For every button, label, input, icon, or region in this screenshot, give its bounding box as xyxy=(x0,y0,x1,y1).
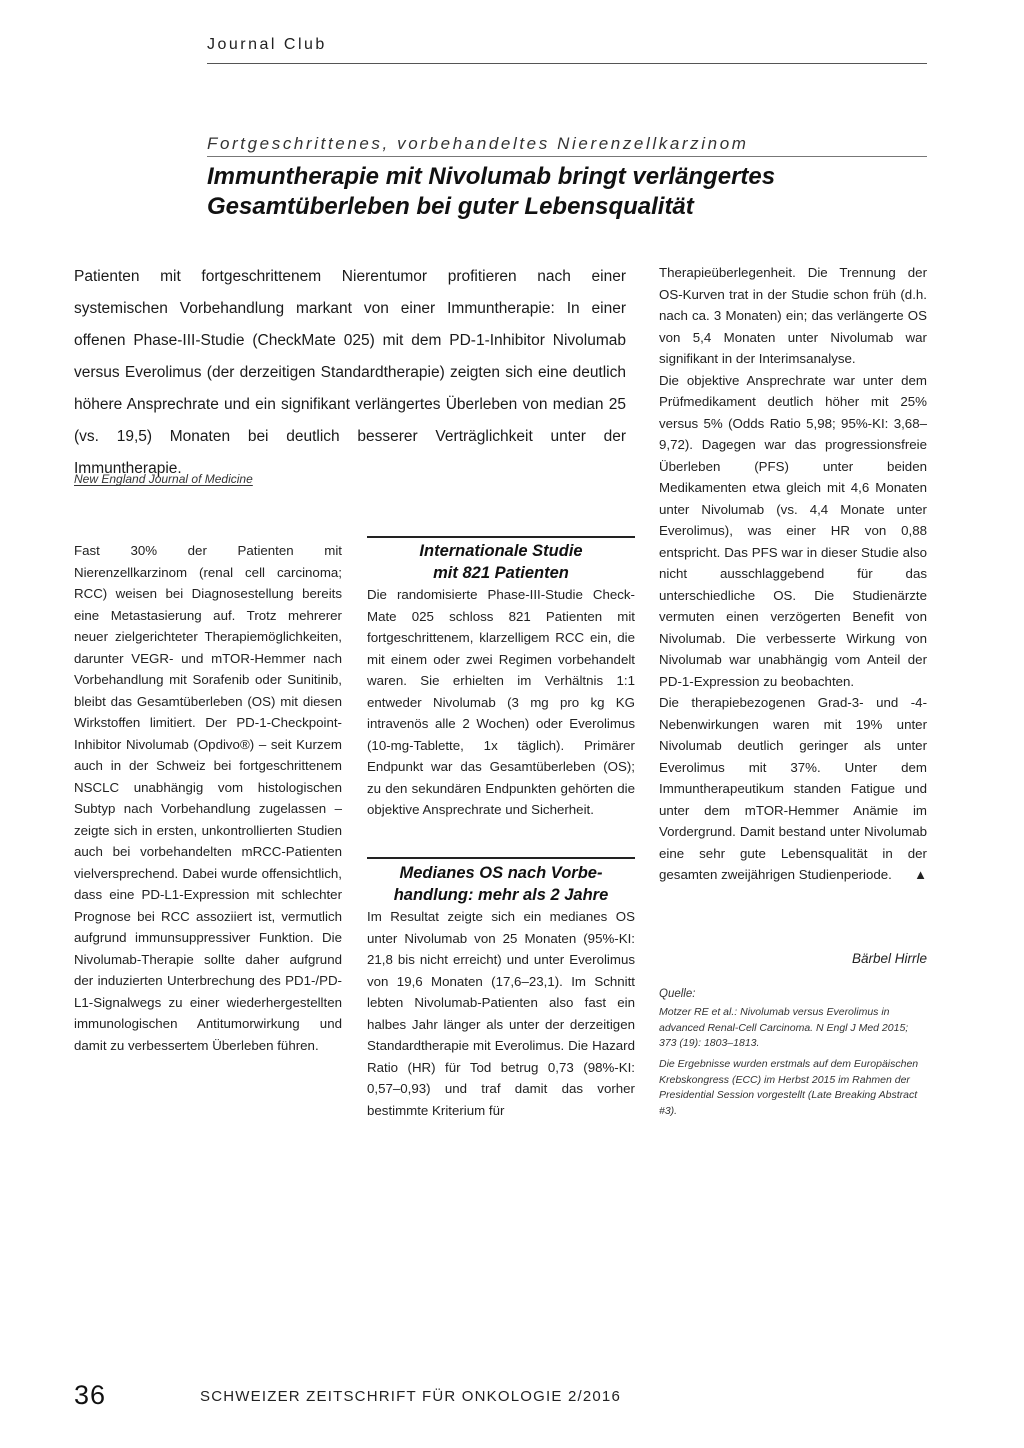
subheading-1 xyxy=(367,540,635,584)
body-column-3 xyxy=(659,262,927,886)
body-column-3-paragraph-3-text: Die therapiebezogenen Grad-3- und -4-Nebenwirkungen waren mit 19% unter Nivolumab deutlich geringer als unter Everolimus mit 37%. Unter dem Immuntherapeutikum standen Fatigue und unter dem mTOR-Hemmer Anämie im Vordergrund. Damit bestand unter Nivolumab eine sehr gute Lebensqualität in der gesamten zweijährigen Studienperiode. xyxy=(659,695,927,882)
body-column-3-paragraph-3 xyxy=(659,692,927,886)
subheading-1-line-2: mit 821 Patienten xyxy=(433,564,569,582)
article-title xyxy=(207,162,927,222)
article-title-line-1: Immuntherapie mit Nivolumab bringt verlängertes xyxy=(207,163,776,190)
section-label: Journal Club xyxy=(207,36,327,53)
subheading-1-line-1: Internationale Studie xyxy=(419,542,583,560)
article-lead: Patienten mit fortgeschrittenem Nierentumor profitieren nach einer systemischen Vorbehandlung markant von einer Immuntherapie: In einer offenen Phase-III-Studie (CheckMate 025) mit dem PD-1-Inhibitor Nivolumab versus Everolimus (der derzeitigen Standardtherapie) zeigten sich eine deutlich höhere Ansprechrate und ein signifikant verlängertes Überleben von median 25 (vs. 19,5) Monaten bei deutlich besserer Verträglichkeit unter der Immuntherapie. xyxy=(74,268,626,477)
end-of-article-icon: ▲ xyxy=(914,867,927,882)
header-divider xyxy=(207,63,927,64)
body-column-2-part-2: Im Resultat zeigte sich ein medianes OS unter Nivolumab von 25 Monaten (95%-KI: 21,8 bis nicht erreicht) und unter Everolimus von 19,6 Monaten (17,6–23,1). Im Schnitt lebten Nivolumab-Patienten also fast ein halbes Jahr länger als unter der derzeitigen Standardtherapie mit Everolimus. Die Hazard Ratio (HR) für Tod betrug 0,73 (98%-KI: 0,57–0,93) und traf damit das vorher bestimmte Kriterium für xyxy=(367,909,635,1118)
body-column-2-part-1: Die randomisierte Phase-III-Studie Check-Mate 025 schloss 821 Patienten mit fortgeschrittenem, klarzelligem RCC ein, die mit einem oder zwei Regimen vorbehandelt waren. Sie erhielten im Verhältnis 1:1 entweder Nivolumab (3 mg pro kg KG intravenös alle 2 Wochen) oder Everolimus (10-mg-Tablette, 1x täglich). Primärer Endpunkt war das Gesamtüberleben (OS); zu den sekundären Endpunkten gehörten die objektive Ansprechrate und Sicherheit. xyxy=(367,587,635,817)
page-number: 36 xyxy=(74,1380,107,1410)
subhead-rule-2 xyxy=(367,857,635,859)
article-title-line-2: Gesamtüberleben bei guter Lebensqualität xyxy=(207,193,694,220)
subheading-2-line-2: handlung: mehr als 2 Jahre xyxy=(393,886,609,904)
author-name: Bärbel Hirrle xyxy=(851,951,927,966)
body-column-1: Fast 30% der Patienten mit Nierenzellkarzinom (renal cell carcinoma; RCC) weisen bei Diagnosestellung bereits eine Metastasierung auf. Trotz mehrerer neuer zielgerichteter Therapiemöglichkeiten, darunter VEGR- und mTOR-Hemmer nach Vorbehandlung mit Sorafenib oder Sunitinib, bleibt das Gesamtüberleben (OS) mit diesen Wirkstoffen limitiert. Der PD-1-Checkpoint-Inhibitor Nivolumab (Opdivo®) – seit Kurzem auch in der Schweiz bei fortgeschrittenem NSCLC unabhängig vom histologischen Subtyp nach Vorbehandlung zugelassen – zeigte sich in ersten, unkontrollierten Studien auch bei vorbehandelten mRCC-Patienten vielversprechend. Dabei wurde offensichtlich, dass eine PD-L1-Expression mit schlechter Prognose bei RCC assoziiert ist, vermutlich aufgrund immunsuppressiver Funktion. Die Nivolumab-Therapie sollte daher aufgrund der induzierten Unterbrechung des PD1-/PD-L1-Signalwegs zu einer wiederhergestellten immunologischen Antitumorwirkung und damit zu verbessertem Überleben führen. xyxy=(74,543,342,1053)
subheading-2-line-1: Medianes OS nach Vorbe- xyxy=(399,864,603,882)
reference-2: Die Ergebnisse wurden erstmals auf dem Europäischen Krebskongress (ECC) im Herbst 2015 im Rahmen der Presidential Session vorgestellt (Late Breaking Abstract #3). xyxy=(659,1058,919,1117)
subhead-rule-1 xyxy=(367,536,635,538)
source-journal: New England Journal of Medicine xyxy=(74,472,253,486)
journal-name: SCHWEIZER ZEITSCHRIFT FÜR ONKOLOGIE 2/2016 xyxy=(200,1388,622,1405)
body-column-3-paragraph-1: Therapieüberlegenheit. Die Trennung der OS-Kurven trat in der Studie schon früh (d.h. nach ca. 3 Monaten) ein; das verlängerte OS von 5,4 Monaten unter Nivolumab war signifikant in der Interimsanalyse. xyxy=(659,265,927,366)
subheading-2 xyxy=(367,862,635,906)
kicker-divider xyxy=(207,156,927,157)
article-kicker: Fortgeschrittenes, vorbehandeltes Nierenzellkarzinom xyxy=(207,134,749,153)
source-label: Quelle: xyxy=(659,988,696,1000)
reference-1: Motzer RE et al.: Nivolumab versus Everolimus in advanced Renal-Cell Carcinoma. N Engl J Med 2015; 373 (19): 1803–1813. xyxy=(659,1006,909,1049)
body-column-3-paragraph-2: Die objektive Ansprechrate war unter dem Prüfmedikament deutlich höher mit 25% versus 5% (Odds Ratio 5,98; 95%-KI: 3,68–9,72). Dagegen war das progressionsfreie Überleben (PFS) unter beiden Medikamenten etwa gleich mit 4,6 Monaten unter Nivolumab (vs. 4,4 Monate unter Everolimus), was einer HR von 0,88 entspricht. Das PFS war in dieser Studie also nicht ausschlaggebend für das unterschiedliche OS. Die Studienärzte vermuten einen verzögerten Benefit von Nivolumab. Die verbesserte Wirkung von Nivolumab war unabhängig vom Anteil der PD-1-Expression zu beobachten. xyxy=(659,372,927,689)
